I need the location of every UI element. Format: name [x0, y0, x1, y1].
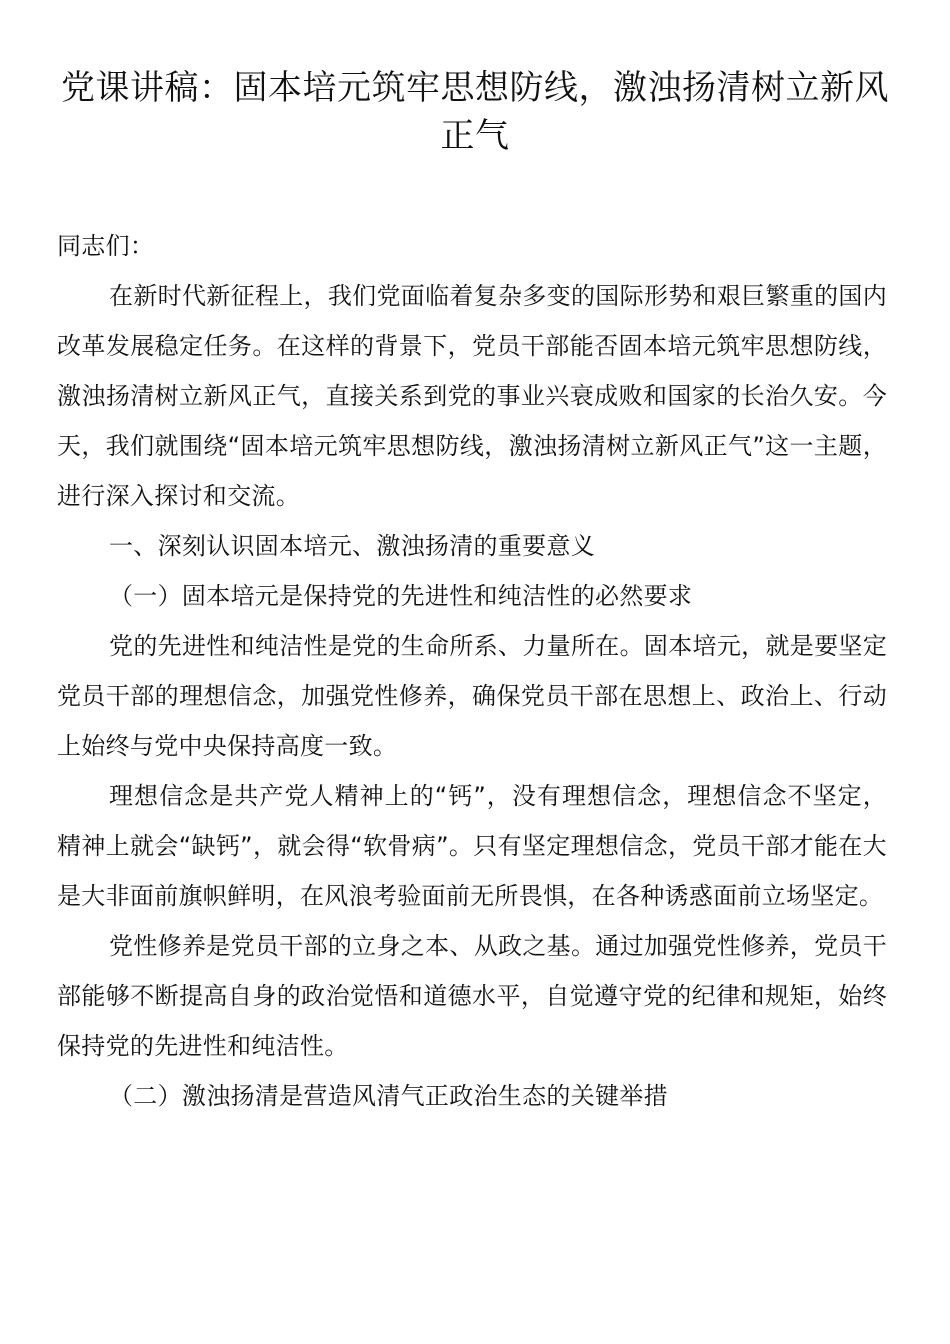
section-heading-1: 一、深刻认识固本培元、激浊扬清的重要意义: [109, 532, 595, 560]
subsection-heading-2: （二）激浊扬清是营造风清气正政治生态的关键举措: [109, 1082, 668, 1110]
paragraph-party-spirit: 党性修养是党员干部的立身之本、从政之基。通过加强党性修养，党员干部能够不断提高自身的政治觉悟和道德水平，自觉遵守党的纪律和规矩，始终保持党的先进性和纯洁性。: [57, 932, 887, 1060]
document-title: 党课讲稿：固本培元筑牢思想防线，激浊扬清树立新风正气: [61, 68, 889, 156]
paragraph-intro: 在新时代新征程上，我们党面临着复杂多变的国际形势和艰巨繁重的国内改革发展稳定任务。在这样的背景下，党员干部能否固本培元筑牢思想防线，激浊扬清树立新风正气，直接关系到党的事业兴衰成败和国家的长治久安。今天，我们就围绕“固本培元筑牢思想防线，激浊扬清树立新风正气”这一主题，进行深入探讨和交流。: [57, 282, 887, 510]
paragraph-purity: 党的先进性和纯洁性是党的生命所系、力量所在。固本培元，就是要坚定党员干部的理想信念，加强党性修养，确保党员干部在思想上、政治上、行动上始终与党中央保持高度一致。: [57, 632, 887, 760]
salutation: 同志们：: [57, 232, 155, 260]
subsection-heading-1: （一）固本培元是保持党的先进性和纯洁性的必然要求: [109, 582, 693, 610]
document-body: [57, 221, 887, 1121]
paragraph-ideals: 理想信念是共产党人精神上的“钙”，没有理想信念，理想信念不坚定，精神上就会“缺钙”，就会得“软骨病”。只有坚定理想信念，党员干部才能在大是大非面前旗帜鲜明，在风浪考验面前无所畏惧，在各种诱惑面前立场坚定。: [57, 782, 887, 910]
